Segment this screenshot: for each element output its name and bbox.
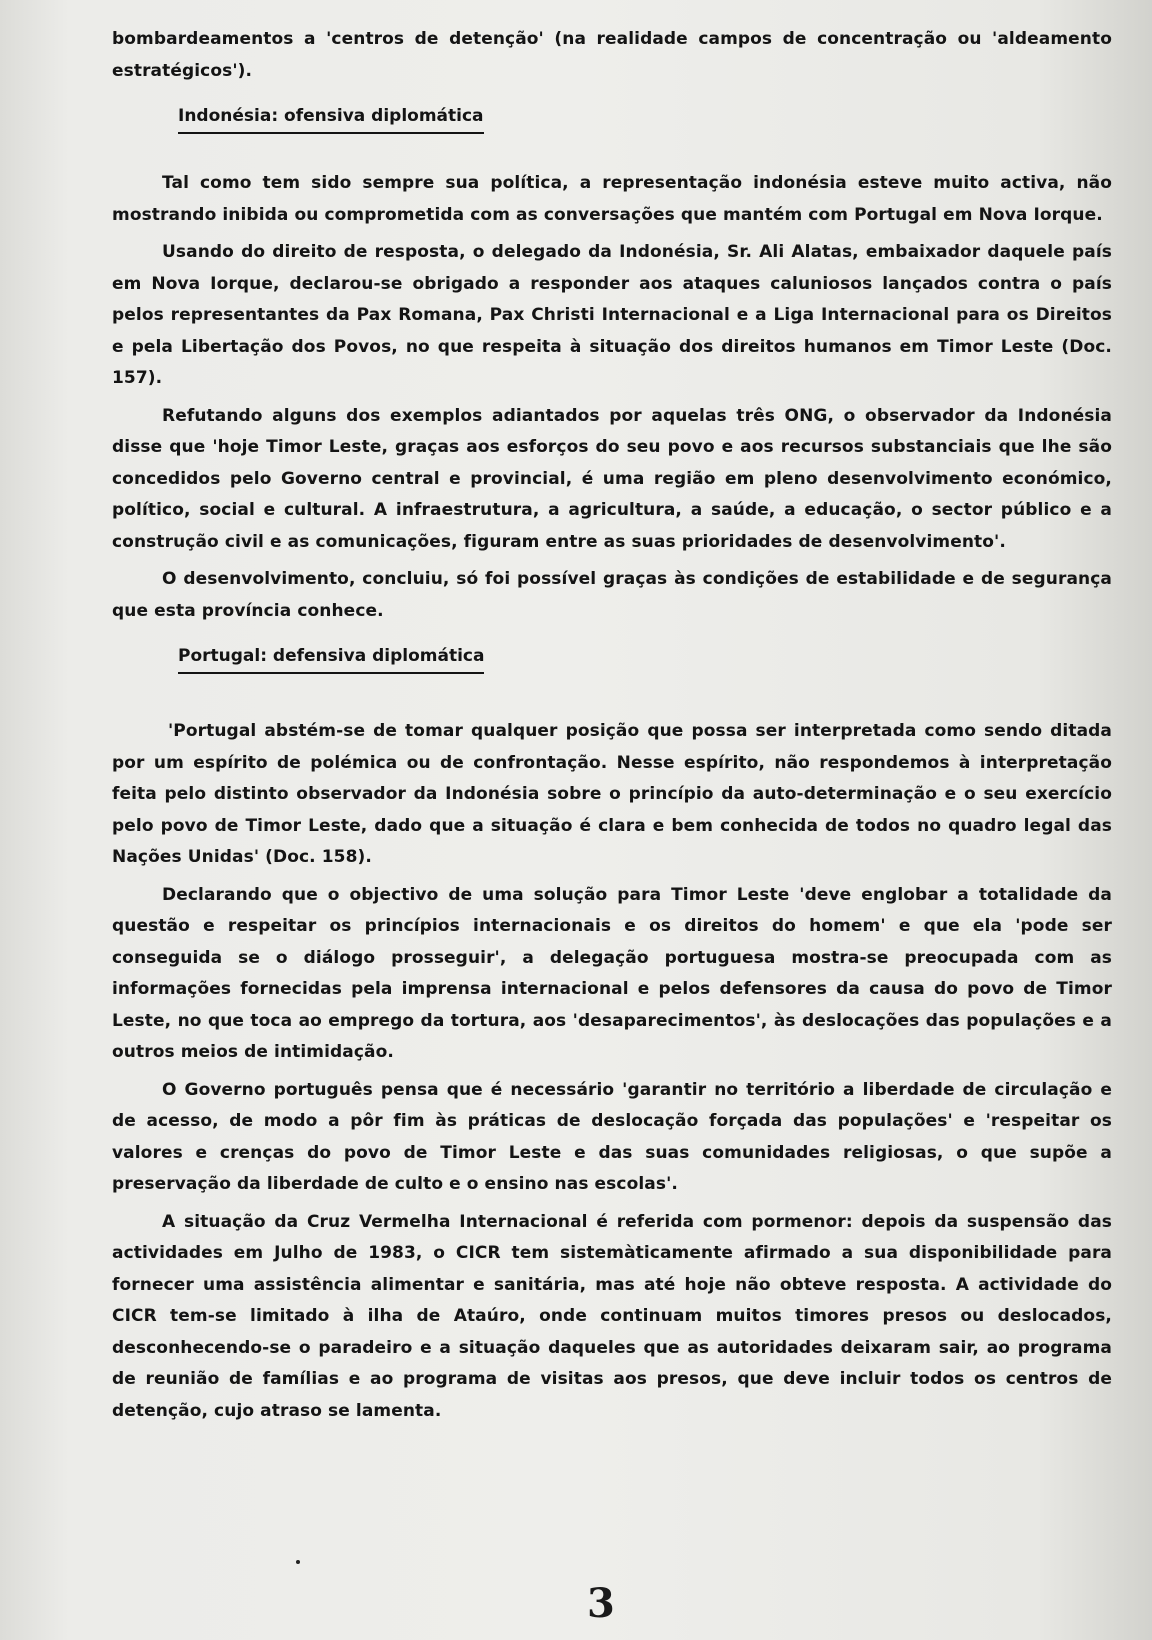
paragraph-development: O desenvolvimento, concluiu, só foi possível graças às condições de estabilidade e de segurança que esta província conhece. bbox=[112, 569, 1112, 621]
section-heading-wrap-portugal bbox=[112, 633, 1112, 694]
ink-dot bbox=[296, 1560, 300, 1564]
document-body bbox=[112, 24, 1112, 1433]
paragraph-indonesia-policy: Tal como tem sido sempre sua política, a representação indonésia esteve muito activa, não mostrando inibida ou comprometida com as conversações que mantém com Portugal em Nova Iorque. bbox=[112, 173, 1112, 225]
paragraph-refuting-ngo: Refutando alguns dos exemplos adiantados por aquelas três ONG, o observador da Indonésia disse que 'hoje Timor Leste, graças aos esforços do seu povo e aos recursos substanciais que lhe são concedidos pelo Governo central e provincial, é uma região em pleno desenvolvimento económico, político, social e cultural. A infraestrutura, a agricultura, a saúde, a educação, o sector público e a construção civil e as comunicações, figuram entre as suas prioridades de desenvolvimento'. bbox=[112, 405, 1112, 552]
paragraph-solution-objective: Declarando que o objectivo de uma solução para Timor Leste 'deve englobar a totalidade da questão e respeitar os princípios internacionais e os direitos do homem' e que ela 'pode ser conseguida se o diálogo prosseguir', a delegação portuguesa mostra-se preocupada com as informações fornecidas pela imprensa internacional e pelos defensores da causa do povo de Timor Leste, no que toca ao emprego da tortura, aos 'desaparecimentos', às deslocações das populações e a outros meios de intimidação. bbox=[112, 884, 1112, 1062]
paragraph-government-position: O Governo português pensa que é necessário 'garantir no território a liberdade de circulação e de acesso, de modo a pôr fim às práticas de deslocação forçada das populações' e 'respeitar os valores e crenças do povo de Timor Leste e das suas comunidades religiosas, o que supõe a preservação da liberdade de culto e o ensino nas escolas'. bbox=[112, 1079, 1112, 1194]
page-number: 3 bbox=[587, 1580, 615, 1627]
section-heading-portugal: Portugal: defensiva diplomática bbox=[178, 641, 484, 674]
section-heading-wrap-indonesia bbox=[112, 93, 1112, 154]
paragraph-right-of-reply: Usando do direito de resposta, o delegado da Indonésia, Sr. Ali Alatas, embaixador daquele país em Nova Iorque, declarou-se obrigado a responder aos ataques caluniosos lançados contra o país pelos representantes da Pax Romana, Pax Christi Internacional e a Liga Internacional para os Direitos e pela Libertação dos Povos, no que respeita à situação dos direitos humanos em Timor Leste (Doc. 157). bbox=[112, 242, 1112, 388]
paragraph-red-cross: A situação da Cruz Vermelha Internacional é referida com pormenor: depois da suspensão das actividades em Julho de 1983, o CICR tem sistemàticamente afirmado a sua disponibilidade para fornecer uma assistência alimentar e sanitária, mas até hoje não obteve resposta. A actividade do CICR tem-se limitado à ilha de Ataúro, onde continuam muitos timores presos ou deslocados, desconhecendo-se o paradeiro e a situação daqueles que as autoridades deixaram sair, ao programa de reunião de famílias e ao programa de visitas aos presos, que deve incluir todos os centros de detenção, cujo atraso se lamenta. bbox=[112, 1211, 1112, 1421]
section-heading-indonesia: Indonésia: ofensiva diplomática bbox=[178, 101, 484, 134]
paragraph-portugal-abstains: 'Portugal abstém-se de tomar qualquer posição que possa ser interpretada como sendo ditada por um espírito de polémica ou de confrontação. Nesse espírito, não respondemos à interpretação feita pelo distinto observador da Indonésia sobre o princípio da auto-determinação e o seu exercício pelo povo de Timor Leste, dado que a situação é clara e bem conhecida de todos no quadro legal das Nações Unidas' (Doc. 158). bbox=[112, 721, 1112, 867]
paragraph-intro: bombardeamentos a 'centros de detenção' (na realidade campos de concentração ou 'aldeamento estratégicos'). bbox=[112, 29, 1112, 81]
